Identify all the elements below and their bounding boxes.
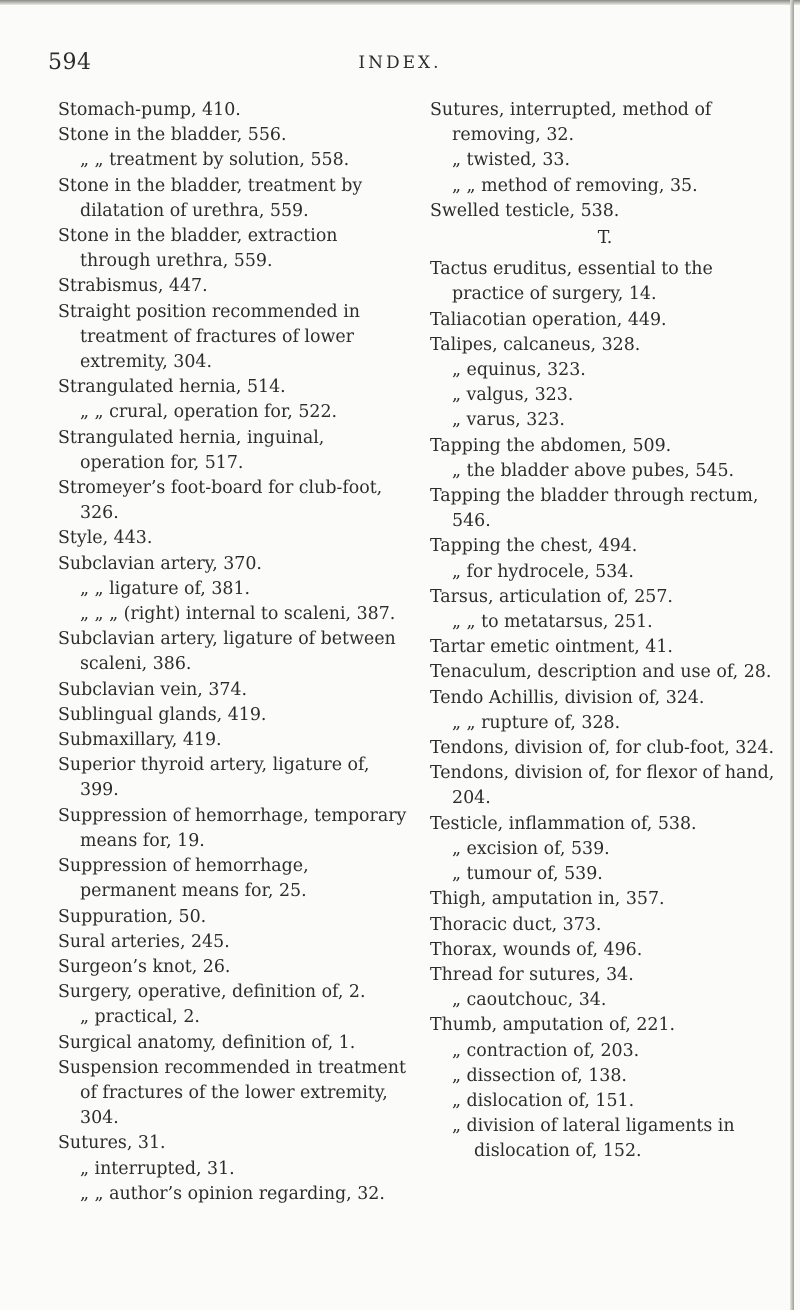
index-entry: Suppression of hemorrhage, permanent means for, 25. bbox=[58, 856, 309, 902]
index-subentry: „ „ „ (right) internal to scaleni, 387. bbox=[80, 604, 396, 625]
index-entry: Thoracic duct, 373. bbox=[430, 914, 602, 935]
index-subentry: „ dissection of, 138. bbox=[452, 1065, 627, 1086]
index-entry: Tapping the bladder through rectum, 546. bbox=[430, 486, 759, 532]
index-entry: Superior thyroid artery, ligature of, 399. bbox=[58, 755, 370, 801]
index-entry: Strabismus, 447. bbox=[58, 276, 208, 297]
index-entry: Tendons, division of, for flexor of hand, 204. bbox=[430, 763, 775, 809]
index-entry: Submaxillary, 419. bbox=[58, 730, 222, 751]
index-subentry: „ „ ligature of, 381. bbox=[80, 578, 251, 599]
section-letter: T. bbox=[597, 228, 613, 249]
index-entry: Thumb, amputation of, 221. bbox=[430, 1015, 676, 1036]
index-entry: Straight position recommended in treatment of fractures of lower extremity, 304. bbox=[58, 301, 360, 373]
index-subentry: „ caoutchouc, 34. bbox=[452, 990, 607, 1011]
index-entry: Testicle, inflammation of, 538. bbox=[430, 813, 697, 834]
index-entry: Taliacotian operation, 449. bbox=[430, 309, 667, 330]
index-entry: Tactus eruditus, essential to the practice of surgery, 14. bbox=[430, 259, 713, 305]
index-entry: Strangulated hernia, inguinal, operation for, 517. bbox=[58, 427, 325, 473]
index-subentry: „ „ method of removing, 35. bbox=[452, 175, 698, 196]
index-entry: Tartar emetic ointment, 41. bbox=[430, 637, 673, 658]
index-entry: Subclavian artery, ligature of between scaleni, 386. bbox=[58, 629, 396, 675]
index-entry: Thigh, amputation in, 357. bbox=[430, 889, 665, 910]
index-subentry: „ contraction of, 203. bbox=[452, 1040, 640, 1061]
index-subentry: „ practical, 2. bbox=[80, 1007, 200, 1028]
index-entry: Stromeyer’s foot-board for club-foot, 326. bbox=[58, 478, 383, 524]
index-entry: Style, 443. bbox=[58, 528, 153, 549]
index-entry: Surgery, operative, definition of, 2. bbox=[58, 982, 366, 1003]
index-subentry: „ „ rupture of, 328. bbox=[452, 712, 621, 733]
index-subentry: „ for hydrocele, 534. bbox=[452, 561, 634, 582]
index-column-right bbox=[430, 98, 780, 1165]
index-entry: Stomach-pump, 410. bbox=[58, 100, 241, 120]
index-entry: Stone in the bladder, 556. bbox=[58, 125, 287, 146]
index-subentry: „ „ to metatarsus, 251. bbox=[452, 612, 653, 633]
index-entry: Tarsus, articulation of, 257. bbox=[430, 586, 673, 607]
index-entry: Sural arteries, 245. bbox=[58, 931, 230, 952]
index-entry: Tenaculum, description and use of, 28. bbox=[430, 662, 772, 683]
index-entry: Sutures, interrupted, method of removing, 32. bbox=[430, 100, 712, 146]
index-entry: Strangulated hernia, 514. bbox=[58, 377, 286, 398]
index-entry: Suspension recommended in treatment of fractures of the lower extremity, 304. bbox=[58, 1057, 406, 1129]
index-entry: Stone in the bladder, extraction through urethra, 559. bbox=[58, 226, 338, 272]
index-column-left bbox=[58, 98, 408, 1207]
index-entry: Suppression of hemorrhage, temporary means for, 19. bbox=[58, 805, 407, 851]
index-subentry: „ twisted, 33. bbox=[452, 150, 571, 171]
page-number: 594 bbox=[48, 50, 92, 75]
index-entry: Thread for sutures, 34. bbox=[430, 964, 634, 985]
index-entry: Swelled testicle, 538. bbox=[430, 200, 620, 221]
index-subentry: „ „ treatment by solution, 558. bbox=[80, 150, 350, 171]
index-entry: Sutures, 31. bbox=[58, 1133, 166, 1154]
index-entry: Sublingual glands, 419. bbox=[58, 704, 267, 725]
index-subentry: „ equinus, 323. bbox=[452, 360, 586, 381]
index-entry: Talipes, calcaneus, 328. bbox=[430, 334, 641, 355]
index-subentry: „ tumour of, 539. bbox=[452, 864, 603, 885]
index-subentry: „ „ crural, operation for, 522. bbox=[80, 402, 338, 423]
index-subentry: „ interrupted, 31. bbox=[80, 1158, 235, 1179]
index-subentry: „ division of lateral ligaments in dislocation of, 152. bbox=[452, 1116, 735, 1162]
index-entry: Subclavian artery, 370. bbox=[58, 553, 262, 574]
index-subentry: „ „ author’s opinion regarding, 32. bbox=[80, 1183, 385, 1204]
index-entry: Tendons, division of, for club-foot, 324. bbox=[430, 738, 775, 759]
index-subentry: „ dislocation of, 151. bbox=[452, 1090, 635, 1111]
index-entry: Tendo Achillis, division of, 324. bbox=[430, 687, 705, 708]
index-subentry: „ valgus, 323. bbox=[452, 385, 574, 406]
index-entry: Tapping the chest, 494. bbox=[430, 536, 638, 557]
index-entry: Stone in the bladder, treatment by dilatation of urethra, 559. bbox=[58, 175, 363, 221]
page-right-edge bbox=[790, 0, 794, 1310]
index-entry: Suppuration, 50. bbox=[58, 906, 207, 927]
page-header bbox=[0, 50, 800, 82]
running-head: INDEX. bbox=[358, 53, 442, 73]
index-entry: Tapping the abdomen, 509. bbox=[430, 435, 672, 456]
index-entry: Thorax, wounds of, 496. bbox=[430, 939, 643, 960]
index-subentry: „ the bladder above pubes, 545. bbox=[452, 460, 735, 481]
page-top-edge bbox=[0, 0, 800, 5]
index-entry: Subclavian vein, 374. bbox=[58, 679, 248, 700]
index-entry: Surgical anatomy, definition of, 1. bbox=[58, 1032, 356, 1053]
index-subentry: „ varus, 323. bbox=[452, 410, 565, 431]
index-subentry: „ excision of, 539. bbox=[452, 838, 610, 859]
index-entry: Surgeon’s knot, 26. bbox=[58, 956, 231, 977]
